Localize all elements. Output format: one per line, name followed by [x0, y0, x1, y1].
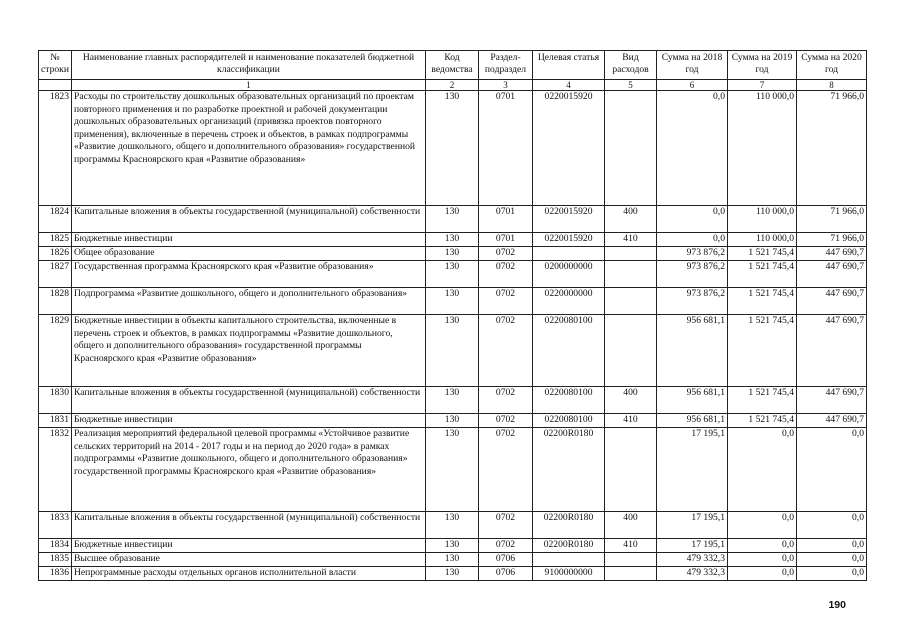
target-article: 0200000000 [533, 261, 605, 288]
row-number: 1834 [39, 539, 72, 553]
sum-2018: 17 195,1 [657, 428, 728, 512]
department-code: 130 [426, 512, 479, 539]
row-name: Реализация мероприятий федеральной целевой программы «Устойчивое развитие сельских территорий на 2014 - 2017 годы и на период до 2020 года» в рамках подпрограммы «Развитие дошкольного, общего и дополнительного образования» государственной программы Красноярского края «Развитие образования» [72, 428, 426, 512]
sum-2018: 956 681,1 [657, 414, 728, 428]
section-code: 0702 [479, 247, 533, 261]
target-article: 02200R0180 [533, 539, 605, 553]
target-article: 0220080100 [533, 387, 605, 414]
sum-2020: 0,0 [797, 512, 867, 539]
table-row [39, 261, 867, 288]
budget-document-page [38, 50, 866, 581]
sum-2020: 0,0 [797, 553, 867, 567]
department-code: 130 [426, 387, 479, 414]
department-code: 130 [426, 233, 479, 247]
sum-2018: 973 876,2 [657, 247, 728, 261]
target-article: 02200R0180 [533, 428, 605, 512]
sum-2018: 0,0 [657, 91, 728, 206]
sum-2020: 0,0 [797, 428, 867, 512]
header-expense-type: Вид расходов [605, 51, 657, 80]
row-name: Бюджетные инвестиции [72, 414, 426, 428]
sum-2020: 447 690,7 [797, 414, 867, 428]
department-code: 130 [426, 428, 479, 512]
column-number: 1 [72, 80, 426, 91]
table-row [39, 387, 867, 414]
expense-type [605, 428, 657, 512]
section-code: 0702 [479, 288, 533, 315]
row-name: Общее образование [72, 247, 426, 261]
row-number: 1827 [39, 261, 72, 288]
row-name: Бюджетные инвестиции в объекты капитального строительства, включенные в перечень строек и объектов, в рамках подпрограммы «Развитие дошкольного, общего и дополнительного образования» государственной программы Красноярского края «Развитие образования» [72, 315, 426, 387]
sum-2020: 71 966,0 [797, 91, 867, 206]
budget-table [38, 50, 867, 581]
table-row [39, 539, 867, 553]
sum-2020: 447 690,7 [797, 288, 867, 315]
target-article: 0220080100 [533, 414, 605, 428]
sum-2019: 1 521 745,4 [728, 315, 797, 387]
target-article [533, 247, 605, 261]
header-sum-2018: Сумма на 2018 год [657, 51, 728, 80]
row-name: Бюджетные инвестиции [72, 233, 426, 247]
department-code: 130 [426, 288, 479, 315]
target-article: 02200R0180 [533, 512, 605, 539]
row-name: Расходы по строительству дошкольных образовательных организаций по проектам повторного применения и по разработке проектной и рабочей документации дошкольных образовательных организаций (привязка проектов повторного применения), включенные в перечень строек и объектов, в рамках подпрограммы «Развитие дошкольного, общего и дополнительного образования» государственной программы Красноярского края «Развитие образования» [72, 91, 426, 206]
row-number: 1832 [39, 428, 72, 512]
row-number: 1833 [39, 512, 72, 539]
row-name: Капитальные вложения в объекты государственной (муниципальной) собственности [72, 387, 426, 414]
header-section: Раздел-подраздел [479, 51, 533, 80]
sum-2019: 0,0 [728, 567, 797, 581]
sum-2018: 0,0 [657, 206, 728, 233]
department-code: 130 [426, 539, 479, 553]
sum-2019: 110 000,0 [728, 91, 797, 206]
section-code: 0702 [479, 414, 533, 428]
header-sum-2019: Сумма на 2019 год [728, 51, 797, 80]
section-code: 0701 [479, 91, 533, 206]
section-code: 0702 [479, 261, 533, 288]
table-row [39, 512, 867, 539]
row-number: 1828 [39, 288, 72, 315]
sum-2020: 0,0 [797, 539, 867, 553]
expense-type: 410 [605, 414, 657, 428]
row-number: 1824 [39, 206, 72, 233]
sum-2019: 1 521 745,4 [728, 247, 797, 261]
sum-2020: 0,0 [797, 567, 867, 581]
row-number: 1826 [39, 247, 72, 261]
sum-2018: 17 195,1 [657, 539, 728, 553]
section-code: 0701 [479, 233, 533, 247]
expense-type [605, 567, 657, 581]
sum-2019: 0,0 [728, 512, 797, 539]
row-number: 1836 [39, 567, 72, 581]
sum-2018: 956 681,1 [657, 315, 728, 387]
target-article: 0220000000 [533, 288, 605, 315]
row-name: Капитальные вложения в объекты государственной (муниципальной) собственности [72, 512, 426, 539]
sum-2019: 110 000,0 [728, 206, 797, 233]
header-name: Наименование главных распорядителей и наименование показателей бюджетной классификации [72, 51, 426, 80]
table-row [39, 428, 867, 512]
department-code: 130 [426, 91, 479, 206]
expense-type [605, 91, 657, 206]
row-name: Подпрограмма «Развитие дошкольного, общего и дополнительного образования» [72, 288, 426, 315]
column-number: 5 [605, 80, 657, 91]
table-row [39, 315, 867, 387]
section-code: 0702 [479, 315, 533, 387]
row-number: 1825 [39, 233, 72, 247]
column-number: 2 [426, 80, 479, 91]
row-name: Непрограммные расходы отдельных органов исполнительной власти [72, 567, 426, 581]
row-name: Государственная программа Красноярского края «Развитие образования» [72, 261, 426, 288]
header-target-article: Целевая статья [533, 51, 605, 80]
expense-type: 410 [605, 233, 657, 247]
sum-2018: 973 876,2 [657, 261, 728, 288]
department-code: 130 [426, 261, 479, 288]
column-number [39, 80, 72, 91]
sum-2018: 479 332,3 [657, 553, 728, 567]
table-row [39, 288, 867, 315]
expense-type: 400 [605, 512, 657, 539]
sum-2018: 956 681,1 [657, 387, 728, 414]
department-code: 130 [426, 567, 479, 581]
sum-2020: 447 690,7 [797, 315, 867, 387]
sum-2019: 1 521 745,4 [728, 261, 797, 288]
section-code: 0706 [479, 553, 533, 567]
sum-2019: 1 521 745,4 [728, 387, 797, 414]
column-number: 8 [797, 80, 867, 91]
sum-2019: 0,0 [728, 539, 797, 553]
sum-2018: 0,0 [657, 233, 728, 247]
table-row [39, 567, 867, 581]
expense-type [605, 261, 657, 288]
column-number: 7 [728, 80, 797, 91]
department-code: 130 [426, 206, 479, 233]
section-code: 0702 [479, 428, 533, 512]
column-number: 4 [533, 80, 605, 91]
table-row [39, 233, 867, 247]
sum-2020: 71 966,0 [797, 233, 867, 247]
expense-type [605, 553, 657, 567]
section-code: 0702 [479, 539, 533, 553]
row-name: Высшее образование [72, 553, 426, 567]
table-row [39, 414, 867, 428]
column-number: 6 [657, 80, 728, 91]
header-row-number: № строки [39, 51, 72, 80]
department-code: 130 [426, 315, 479, 387]
expense-type [605, 315, 657, 387]
column-numbers-row [39, 80, 867, 91]
table-row [39, 91, 867, 206]
sum-2019: 1 521 745,4 [728, 414, 797, 428]
table-row [39, 206, 867, 233]
header-row [39, 51, 867, 80]
section-code: 0702 [479, 387, 533, 414]
sum-2019: 0,0 [728, 553, 797, 567]
sum-2018: 973 876,2 [657, 288, 728, 315]
section-code: 0706 [479, 567, 533, 581]
target-article: 9100000000 [533, 567, 605, 581]
target-article: 0220015920 [533, 206, 605, 233]
sum-2020: 71 966,0 [797, 206, 867, 233]
sum-2019: 1 521 745,4 [728, 288, 797, 315]
target-article: 0220080100 [533, 315, 605, 387]
department-code: 130 [426, 414, 479, 428]
department-code: 130 [426, 247, 479, 261]
sum-2020: 447 690,7 [797, 247, 867, 261]
section-code: 0702 [479, 512, 533, 539]
expense-type: 400 [605, 206, 657, 233]
header-department-code: Код ведомства [426, 51, 479, 80]
section-code: 0701 [479, 206, 533, 233]
sum-2018: 479 332,3 [657, 567, 728, 581]
expense-type [605, 247, 657, 261]
row-number: 1830 [39, 387, 72, 414]
sum-2020: 447 690,7 [797, 387, 867, 414]
column-number: 3 [479, 80, 533, 91]
target-article: 0220015920 [533, 91, 605, 206]
expense-type: 410 [605, 539, 657, 553]
sum-2019: 110 000,0 [728, 233, 797, 247]
row-name: Бюджетные инвестиции [72, 539, 426, 553]
sum-2018: 17 195,1 [657, 512, 728, 539]
row-name: Капитальные вложения в объекты государственной (муниципальной) собственности [72, 206, 426, 233]
row-number: 1831 [39, 414, 72, 428]
expense-type [605, 288, 657, 315]
page-number: 190 [828, 599, 846, 611]
row-number: 1829 [39, 315, 72, 387]
row-number: 1823 [39, 91, 72, 206]
target-article: 0220015920 [533, 233, 605, 247]
department-code: 130 [426, 553, 479, 567]
target-article [533, 553, 605, 567]
sum-2019: 0,0 [728, 428, 797, 512]
header-sum-2020: Сумма на 2020 год [797, 51, 867, 80]
sum-2020: 447 690,7 [797, 261, 867, 288]
table-row [39, 553, 867, 567]
table-row [39, 247, 867, 261]
expense-type: 400 [605, 387, 657, 414]
row-number: 1835 [39, 553, 72, 567]
